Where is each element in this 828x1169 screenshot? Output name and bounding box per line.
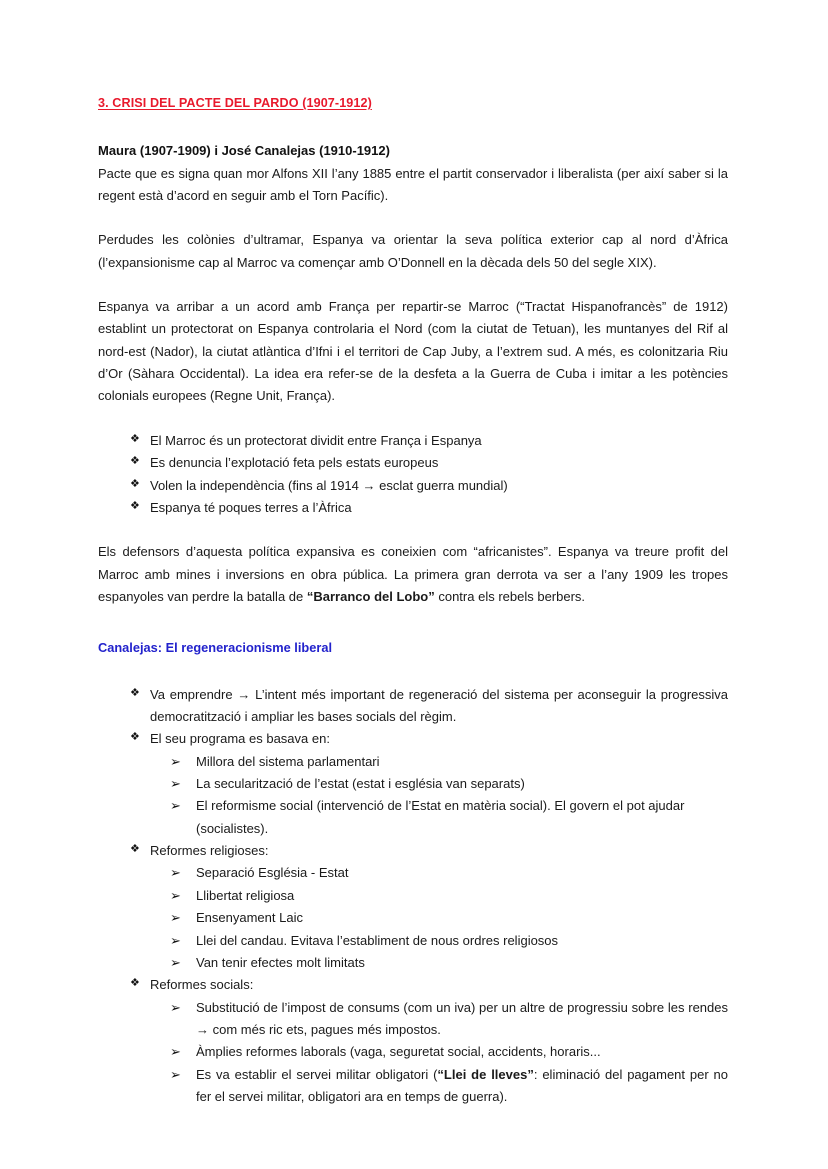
sublist-item — [98, 751, 728, 773]
list-item-label: El Marroc és un protectorat dividit entre França i Espanya — [150, 432, 482, 448]
list-item-label: Volen la independència (fins al 1914 → esclat guerra mundial) — [150, 477, 508, 493]
list-item-label: El seu programa es basava en: — [150, 731, 330, 747]
diamond-bullet-icon: ❖ — [130, 686, 140, 699]
list-item-label: Reformes religioses: — [150, 843, 269, 859]
list-item — [98, 430, 728, 452]
list-item-label: Es denuncia l’explotació feta pels estats europeus — [150, 455, 439, 471]
list-item-label: Va emprendre → L’intent més important de regeneració del sistema per aconseguir la progressiva democratització i ampliar les bases socials del règim. — [150, 686, 728, 724]
paragraph-text-part2: contra els rebels berbers. — [434, 589, 586, 604]
sublist-item-bold-llei-de-lleves: “Llei de lleves” — [437, 1066, 534, 1082]
arrow-bullet-icon: ➢ — [170, 954, 181, 970]
list-item — [98, 840, 728, 862]
paragraph-text-part1: Els defensors d’aquesta política expansiva es coneixien com “africanistes”. Espanya va treure profit del Marroc amb mines i inversions en obra pública. La primera gran derrota va ser a l’any 1909 les tropes espanyoles van perdre la batalla de — [98, 544, 728, 604]
list-item-label: Reformes socials: — [150, 977, 254, 993]
diamond-bullet-icon: ❖ — [130, 455, 140, 468]
paragraph-africanistes — [98, 541, 728, 608]
list-item — [98, 684, 728, 729]
sublist-item-text-post: : eliminació del pagament per no fer el servei militar, obligatori ara en temps de guerra). — [196, 1066, 728, 1105]
arrow-bullet-icon: ➢ — [170, 932, 181, 948]
diamond-bullet-icon: ❖ — [130, 477, 140, 490]
arrow-bullet-icon: ➢ — [170, 1066, 181, 1082]
sublist-item-label: Llibertat religiosa — [196, 887, 295, 903]
arrow-bullet-icon: ➢ — [170, 865, 181, 881]
list-item — [98, 475, 728, 497]
sublist-item-label: Substitució de l’impost de consums (com un iva) per un altre de progressiu sobre les rendes → com més ric ets, pagues més impostos. — [196, 999, 728, 1037]
sublist-item-label: El reformisme social (intervenció de l’Estat en matèria social). El govern el pot ajudar (socialistes). — [196, 798, 685, 836]
document-content — [98, 96, 728, 1108]
list-marroc — [98, 430, 728, 519]
sublist-item — [98, 1041, 728, 1063]
sublist-item — [98, 862, 728, 884]
sublist-item — [98, 997, 728, 1042]
sublist-item — [98, 1064, 728, 1109]
arrow-bullet-icon: ➢ — [170, 999, 181, 1015]
sublist-item — [98, 952, 728, 974]
sublist-item-text-pre: Es va establir el servei militar obligatori ( — [196, 1066, 438, 1082]
sublist-item — [98, 773, 728, 795]
sublist-item-label: Àmplies reformes laborals (vaga, seguretat social, accidents, horaris... — [196, 1044, 601, 1060]
arrow-bullet-icon: ➢ — [170, 887, 181, 903]
arrow-bullet-icon: ➢ — [170, 798, 181, 814]
sublist-item — [98, 930, 728, 952]
page-title: 3. CRISI DEL PACTE DEL PARDO (1907-1912) — [98, 96, 372, 110]
paragraph-colonies-ultramar: Perdudes les colònies d’ultramar, Espanya va orientar la seva política exterior cap al nord d’Àfrica (l’expansionisme cap al Marroc va començar amb O’Donnell en la dècada dels 50 del segle XIX). — [98, 232, 728, 270]
list-item-label: Espanya té poques terres a l’Àfrica — [150, 499, 352, 515]
sublist-item-label: La secularització de l’estat (estat i església van separats) — [196, 775, 525, 791]
sublist-item-label: Van tenir efectes molt limitats — [196, 954, 365, 970]
arrow-bullet-icon: ➢ — [170, 753, 181, 769]
sublist-item-label: Ensenyament Laic — [196, 910, 303, 926]
list-item — [98, 497, 728, 519]
sublist-item — [98, 795, 728, 840]
list-canalejas — [98, 684, 728, 1109]
sublist-item — [98, 885, 728, 907]
section-subtitle: Maura (1907-1909) i José Canalejas (1910-1912) — [98, 143, 390, 159]
list-item — [98, 974, 728, 996]
paragraph-pacte-pardo: Pacte que es signa quan mor Alfons XII l’any 1885 entre el partit conservador i liberalista (per així saber si la regent està d’acord en seguir amb el Torn Pacífic). — [98, 165, 728, 203]
diamond-bullet-icon: ❖ — [130, 731, 140, 744]
list-item — [98, 452, 728, 474]
section-heading-canalejas: Canalejas: El regeneracionisme liberal — [98, 640, 333, 656]
sublist-item-label: Millora del sistema parlamentari — [196, 753, 380, 769]
diamond-bullet-icon: ❖ — [130, 499, 140, 512]
diamond-bullet-icon: ❖ — [130, 977, 140, 990]
diamond-bullet-icon: ❖ — [130, 432, 140, 445]
paragraph-acord-franca: Espanya va arribar a un acord amb França per repartir-se Marroc (“Tractat Hispanofrancès” de 1912) establint un protectorat on Espanya controlaria el Nord (com la ciutat de Tetuan), les muntanyes del Rif al nord-est (Nador), la ciutat atlàntica d’Ifni i el territori de Cap Juby, a l’extrem sud. A més, es colonitzaria Riu d’Or (Sàhara Occidental). La idea era refer-se de la desfeta a la Guerra de Cuba i imitar a les potències colonials europees (Regne Unit, França). — [98, 299, 728, 404]
arrow-bullet-icon: ➢ — [170, 910, 181, 926]
diamond-bullet-icon: ❖ — [130, 843, 140, 856]
paragraph-bold-barranco-del-lobo: “Barranco del Lobo” — [306, 589, 435, 604]
arrow-bullet-icon: ➢ — [170, 775, 181, 791]
arrow-bullet-icon: ➢ — [170, 1044, 181, 1060]
sublist-item-label: Separació Església - Estat — [196, 865, 349, 881]
sublist-item — [98, 907, 728, 929]
sublist-item-label: Llei del candau. Evitava l’establiment de nous ordres religiosos — [196, 932, 559, 948]
list-item — [98, 728, 728, 750]
